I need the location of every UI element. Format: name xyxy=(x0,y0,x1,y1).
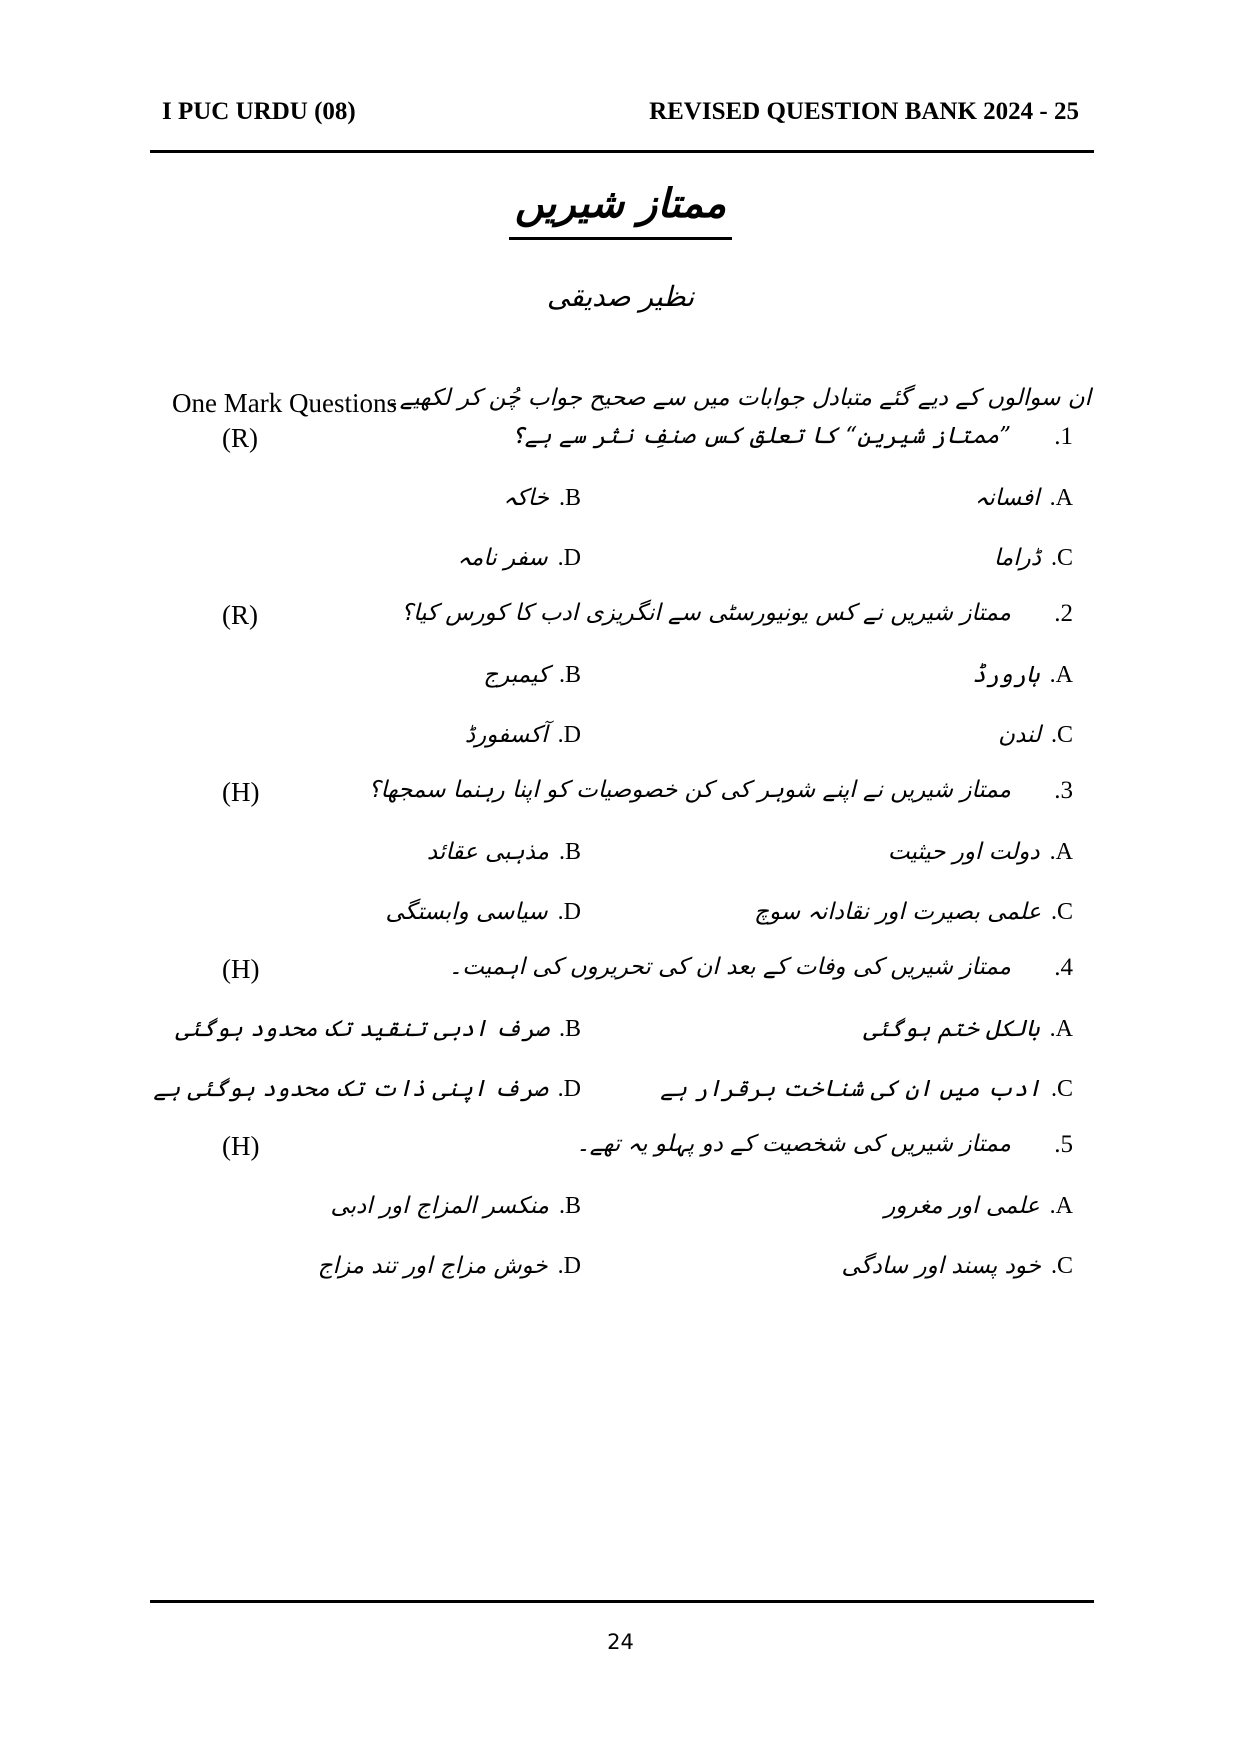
question-tag: (H) xyxy=(222,954,260,984)
option-text: ڈراما xyxy=(993,545,1041,571)
option-a xyxy=(884,1193,1073,1220)
option-letter: B. xyxy=(558,1193,581,1219)
option-text: مذہبی عقائد xyxy=(426,839,549,865)
option-letter: B. xyxy=(558,485,581,511)
option-letter: C. xyxy=(1050,1253,1073,1279)
question-number: .1 xyxy=(1054,423,1073,450)
option-text: علمی اور مغرور xyxy=(884,1193,1040,1219)
question-4 xyxy=(0,954,1241,1014)
option-text: آکسفورڈ xyxy=(464,722,548,748)
option-text: لندن xyxy=(998,722,1041,748)
question-number: .4 xyxy=(1054,954,1073,981)
option-letter: C. xyxy=(1050,722,1073,748)
question-3 xyxy=(0,777,1241,837)
question-1 xyxy=(0,423,1241,483)
option-letter: C. xyxy=(1050,899,1073,925)
question-tag: (R) xyxy=(222,600,258,630)
option-c xyxy=(998,722,1073,749)
option-b xyxy=(330,1193,581,1220)
option-a xyxy=(975,485,1073,512)
option-a xyxy=(972,662,1073,689)
option-letter: A. xyxy=(1049,662,1073,688)
option-letter: D. xyxy=(557,899,581,925)
option-b xyxy=(503,485,581,512)
footer-divider xyxy=(150,1600,1094,1603)
option-text: خود پسند اور سادگی xyxy=(841,1253,1041,1279)
option-text: ادب میں ان کی شناخت برقرار ہے xyxy=(660,1076,1041,1102)
option-text: ہارورڈ xyxy=(972,662,1040,688)
question-text: ممتاز شیریں نے کس یونیورسٹی سے انگریزی ادب کا کورس کیا؟ xyxy=(400,600,1011,626)
option-b xyxy=(483,662,581,689)
option-a xyxy=(888,839,1073,866)
option-text: افسانہ xyxy=(974,485,1040,511)
option-c xyxy=(842,1253,1073,1280)
option-letter: D. xyxy=(557,545,581,571)
option-text: منکسر المزاج اور ادبی xyxy=(330,1193,549,1219)
option-text: دولت اور حیثیت xyxy=(887,839,1040,865)
option-letter: D. xyxy=(557,722,581,748)
question-5 xyxy=(0,1131,1241,1191)
chapter-title-wrap xyxy=(0,180,1241,240)
question-tag: (H) xyxy=(222,1131,260,1161)
question-number: .3 xyxy=(1054,777,1073,804)
question-2 xyxy=(0,600,1241,660)
option-d xyxy=(385,899,581,926)
option-text: کیمبرج xyxy=(483,662,549,688)
option-text: بالکل ختم ہوگئی xyxy=(863,1016,1040,1042)
question-text: ممتاز شیریں کی شخصیت کے دو پہلو یہ تھے۔ xyxy=(576,1131,1011,1157)
chapter-title: ممتاز شیریں xyxy=(509,180,732,240)
option-a xyxy=(863,1016,1073,1043)
question-number: .5 xyxy=(1054,1131,1073,1158)
question-text: ممتاز شیریں نے اپنے شوہر کی کن خصوصیات کو اپنا رہنما سمجھا؟ xyxy=(368,777,1011,803)
question-tag: (R) xyxy=(222,423,258,453)
option-d xyxy=(318,1253,581,1280)
question-tag: (H) xyxy=(222,777,260,807)
option-letter: B. xyxy=(558,839,581,865)
option-text: سیاسی وابستگی xyxy=(385,899,548,925)
page-number: 24 xyxy=(607,1630,634,1654)
option-letter: B. xyxy=(558,1016,581,1042)
option-text: خاکہ xyxy=(503,485,549,511)
header-title: REVISED QUESTION BANK 2024 - 25 xyxy=(649,98,1079,125)
section-heading-english: One Mark Questions xyxy=(172,388,397,418)
option-b xyxy=(176,1016,582,1043)
option-letter: B. xyxy=(558,662,581,688)
option-text: صرف اپنی ذات تک محدود ہوگئی ہے xyxy=(153,1076,548,1102)
section-instruction-urdu: ان سوالوں کے دیے گئے متبادل جوابات میں سے صحیح جواب چُن کر لکھیے۔ xyxy=(386,385,1091,411)
option-letter: A. xyxy=(1049,839,1073,865)
header-divider xyxy=(150,150,1094,153)
option-c xyxy=(994,545,1073,572)
option-b xyxy=(427,839,581,866)
option-letter: D. xyxy=(557,1253,581,1279)
question-text: ”ممتاز شیرین“ کا تعلق کس صنفِ نثر سے ہے؟ xyxy=(511,423,1011,449)
option-text: علمی بصیرت اور نقادانہ سوچ xyxy=(754,899,1041,925)
option-letter: C. xyxy=(1050,545,1073,571)
option-letter: C. xyxy=(1050,1076,1073,1102)
question-text: ممتاز شیریں کی وفات کے بعد ان کی تحریروں کی اہمیت۔ xyxy=(448,954,1011,980)
option-letter: D. xyxy=(557,1076,581,1102)
option-text: صرف ادبی تنقید تک محدود ہوگئی xyxy=(175,1016,549,1042)
option-d xyxy=(465,722,581,749)
option-d xyxy=(153,1076,581,1103)
question-number: .2 xyxy=(1054,600,1073,627)
option-letter: A. xyxy=(1049,1193,1073,1219)
option-c xyxy=(660,1076,1073,1103)
option-text: سفر نامہ xyxy=(457,545,548,571)
option-text: خوش مزاج اور تند مزاج xyxy=(317,1253,548,1279)
option-d xyxy=(458,545,581,572)
option-letter: A. xyxy=(1049,1016,1073,1042)
option-c xyxy=(754,899,1073,926)
header-course: I PUC URDU (08) xyxy=(162,98,356,125)
author-name: نظیر صدیقی xyxy=(546,280,695,313)
option-letter: A. xyxy=(1049,485,1073,511)
